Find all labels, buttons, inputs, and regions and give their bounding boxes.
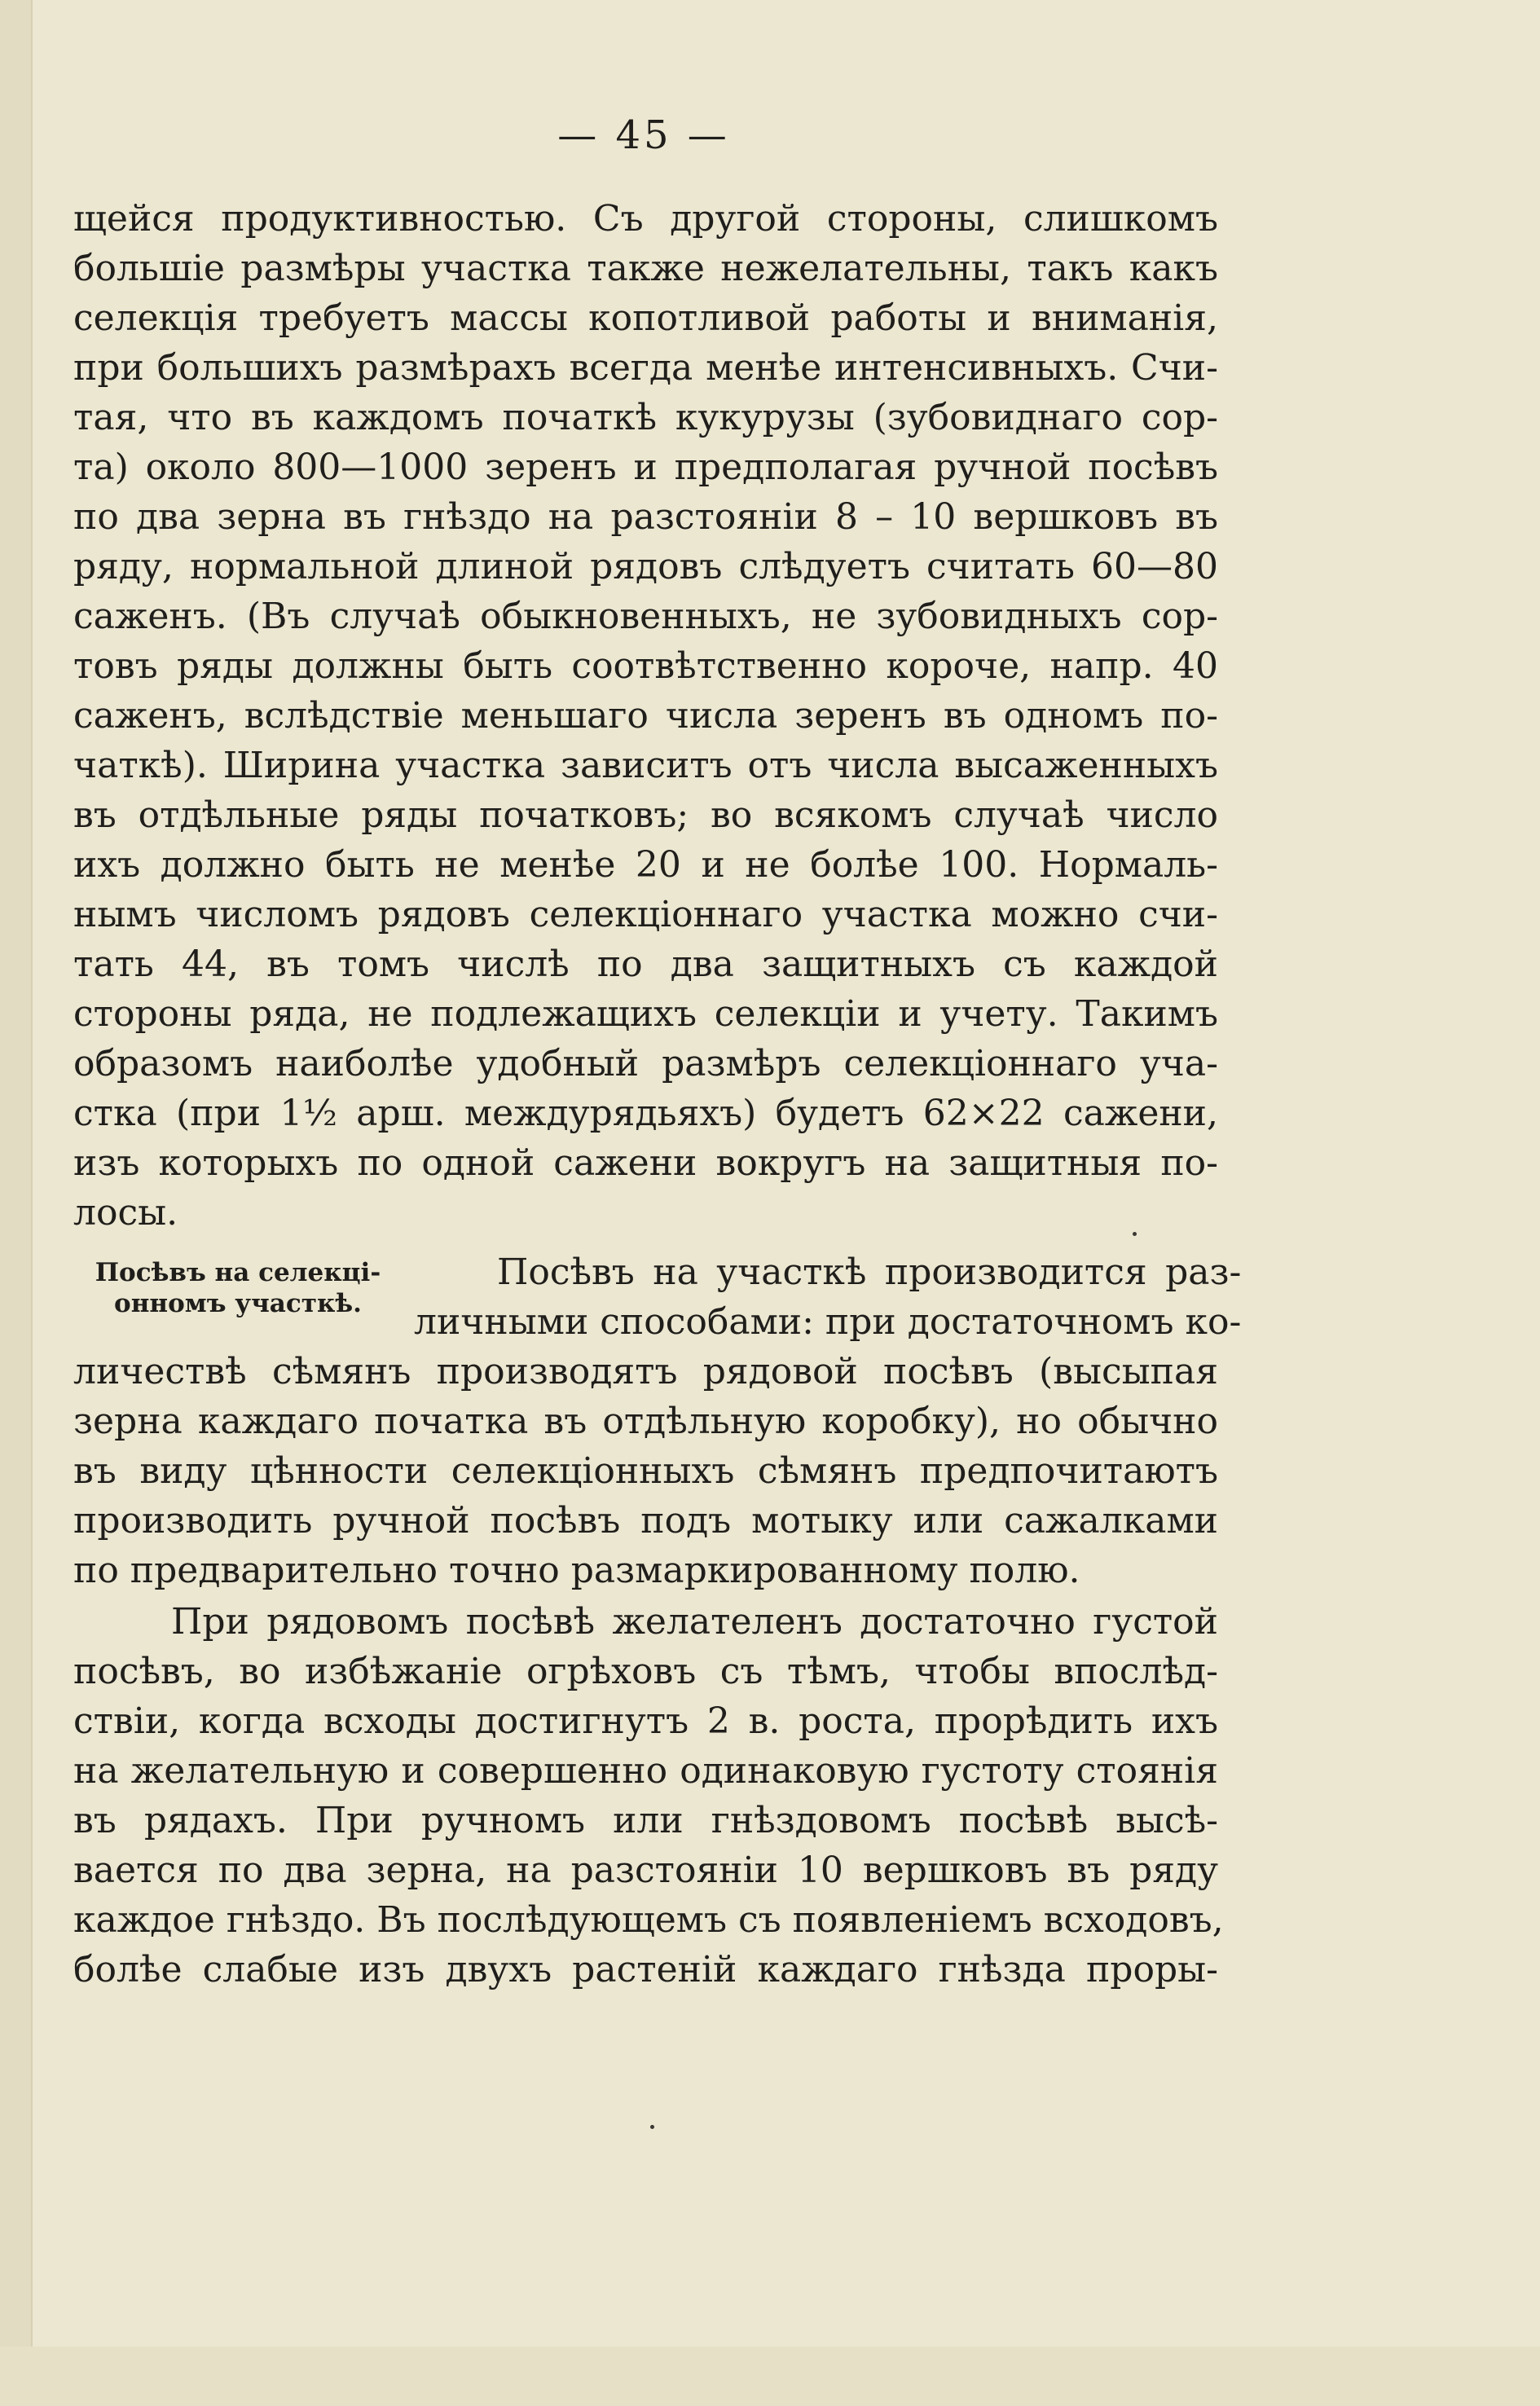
ink-speck	[1133, 1232, 1137, 1236]
page-bottom-margin	[0, 2347, 1540, 2406]
text-line: по два зерна въ гнѣздо на разстояніи 8 – 10 вершковъ въ	[73, 496, 1218, 538]
text-line: товъ ряды должны быть соотвѣтственно короче, напр. 40	[73, 645, 1218, 687]
ink-speck	[650, 2125, 654, 2129]
text-line: ствіи, когда всходы достигнутъ 2 в. роста, прорѣдить ихъ	[73, 1700, 1218, 1742]
text-line: посѣвъ, во избѣжаніе огрѣховъ съ тѣмъ, чтобы впослѣд-	[73, 1651, 1218, 1692]
side-heading-block	[67, 1247, 409, 1319]
text-line: саженъ. (Въ случаѣ обыкновенныхъ, не зубовидныхъ сор-	[73, 596, 1218, 637]
text-line: при большихъ размѣрахъ всегда менѣе интенсивныхъ. Счи-	[73, 347, 1218, 389]
text-line: большіе размѣры участка также нежелательны, такъ какъ	[73, 248, 1218, 289]
side-text	[73, 1247, 1241, 1347]
text-line: образомъ наиболѣе удобный размѣръ селекціоннаго уча-	[73, 1043, 1218, 1084]
text-line: стороны ряда, не подлежащихъ селекціи и учету. Такимъ	[73, 993, 1218, 1035]
text-line: личными способами: при достаточномъ ко-	[414, 1301, 1242, 1343]
text-line: чаткѣ). Ширина участка зависитъ отъ числа высаженныхъ	[73, 745, 1218, 786]
text-line: изъ которыхъ по одной сажени вокругъ на защитныя по-	[73, 1142, 1218, 1184]
text-line: въ рядахъ. При ручномъ или гнѣздовомъ посѣвѣ высѣ-	[73, 1800, 1218, 1841]
text-line: по предварительно точно размаркированному полю.	[73, 1550, 1080, 1591]
text-line: щейся продуктивностью. Съ другой стороны, слишкомъ	[73, 198, 1218, 240]
text-line: ихъ должно быть не менѣе 20 и не болѣе 100. Нормаль-	[73, 844, 1218, 886]
page-left-margin-shadow	[0, 0, 33, 2406]
side-heading-line-1: Посѣвъ на селекці-	[95, 1258, 381, 1287]
sidenote-row	[73, 1247, 1242, 1347]
text-line: ряду, нормальной длиной рядовъ слѣдуетъ считать 60—80	[73, 546, 1218, 587]
text-line: тать 44, въ томъ числѣ по два защитныхъ съ каждой	[73, 943, 1218, 985]
text-line: та) около 800—1000 зеренъ и предполагая ручной посѣвъ	[73, 446, 1218, 488]
text-line: При рядовомъ посѣвѣ желателенъ достаточно густой	[171, 1601, 1218, 1643]
text-line: на желательную и совершенно одинаковую густоту стоянія	[73, 1750, 1218, 1792]
text-line: каждое гнѣздо. Въ послѣдующемъ съ появленіемъ всходовъ,	[73, 1899, 1224, 1941]
text-line: вается по два зерна, на разстояніи 10 вершковъ въ ряду	[73, 1850, 1218, 1891]
body-text	[73, 194, 1242, 1995]
text-line: зерна каждаго початка въ отдѣльную коробку), но обычно	[73, 1401, 1218, 1442]
text-line: въ виду цѣнности селекціонныхъ сѣмянъ предпочитаютъ	[73, 1450, 1218, 1492]
paragraph-3	[73, 1597, 1224, 1995]
text-line: стка (при 1½ арш. междурядьяхъ) будетъ 62×22 сажени,	[73, 1093, 1218, 1134]
paragraph-2	[73, 1247, 1242, 1595]
text-line: тая, что въ каждомъ початкѣ кукурузы (зубовиднаго сор-	[73, 397, 1218, 438]
text-line: производить ручной посѣвъ подъ мотыку или сажалками	[73, 1500, 1218, 1542]
side-heading-line-2: онномъ участкѣ.	[114, 1289, 362, 1318]
text-line: личествѣ сѣмянъ производятъ рядовой посѣвъ (высыпая	[73, 1351, 1218, 1392]
paragraph-1	[73, 194, 1218, 1238]
text-line: саженъ, вслѣдствіе меньшаго числа зеренъ въ одномъ по-	[73, 695, 1218, 737]
text-line: лосы.	[73, 1192, 178, 1234]
text-line: въ отдѣльные ряды початковъ; во всякомъ случаѣ число	[73, 794, 1218, 836]
text-line: селекція требуетъ массы копотливой работы и вниманія,	[73, 297, 1218, 339]
text-line: Посѣвъ на участкѣ производится раз-	[497, 1251, 1242, 1293]
text-line: нымъ числомъ рядовъ селекціоннаго участка можно счи-	[73, 894, 1218, 935]
text-line: болѣе слабые изъ двухъ растеній каждаго гнѣзда проры-	[73, 1949, 1218, 1990]
page-number: — 45 —	[557, 112, 730, 158]
